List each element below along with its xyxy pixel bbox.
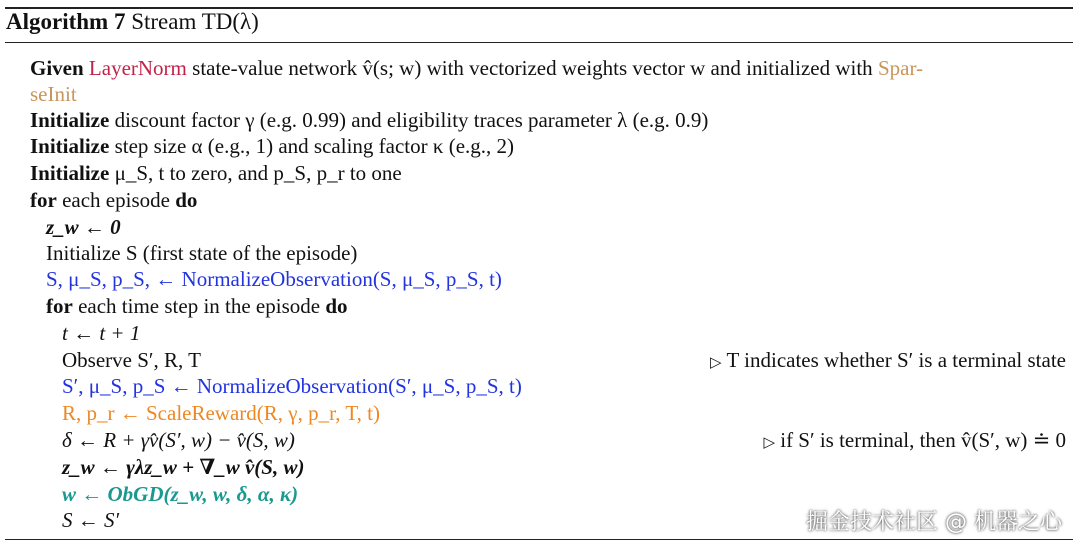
line-scale-reward: R, p_r ← ScaleReward(R, γ, p_r, T, t): [62, 401, 380, 425]
sparseinit-link-b: seInit: [30, 82, 77, 106]
line-init-gamma: Initialize discount factor γ (e.g. 0.99) and eligibility traces parameter λ (e.g. 0.9): [30, 108, 709, 132]
line-init-alpha: Initialize step size α (e.g., 1) and scaling factor κ (e.g., 2): [30, 134, 515, 158]
line-z-update: z_w ← γλz_w + ∇_w v̂(S, w): [62, 455, 305, 479]
line-z-reset: z_w ← 0: [46, 215, 121, 239]
line-delta: δ ← R + γv̂(S′, w) − v̂(S, w): [62, 428, 295, 452]
mid-rule: [5, 42, 1073, 43]
line-given: Given LayerNorm state-value network v̂(s; w) with vectorized weights vector w and initialized with Spar-: [30, 56, 924, 80]
line-given-cont: [30, 81, 77, 107]
comment-triangle-icon: ▷: [710, 355, 722, 371]
sparseinit-link-a: Spar-: [877, 56, 924, 80]
watermark: 掘金技术社区 @ 机器之心: [806, 510, 1062, 535]
line-normalize-2: S′, μ_S, p_S ← NormalizeObservation(S′, μ_S, p_S, t): [62, 374, 522, 398]
comment-delta: ▷ if S′ is terminal, then v̂(S′, w) ≐ 0: [763, 428, 1066, 452]
line-init-mu: Initialize μ_S, t to zero, and p_S, p_r to one: [30, 161, 402, 185]
comment-triangle-icon: ▷: [763, 435, 775, 451]
algorithm-title: [6, 9, 259, 35]
line-for-step: for each time step in the episode do: [46, 294, 348, 318]
algorithm-name: Stream TD(λ): [131, 9, 259, 34]
comment-terminal: ▷ T indicates whether S′ is a terminal state: [710, 348, 1066, 372]
line-observe: Observe S′, R, T: [62, 348, 201, 372]
line-s-update: S ← S′: [62, 508, 120, 532]
line-for-episode: for each episode do: [30, 188, 198, 212]
line-t-increment: t ← t + 1: [62, 321, 141, 345]
layernorm-link: LayerNorm: [88, 56, 187, 80]
line-w-update: w ← ObGD(z_w, w, δ, α, κ): [62, 482, 299, 506]
line-init-s: Initialize S (first state of the episode): [46, 241, 358, 265]
line-normalize-1: S, μ_S, p_S, ← NormalizeObservation(S, μ_S, p_S, t): [46, 267, 502, 291]
algorithm-label: Algorithm 7: [6, 9, 126, 34]
bottom-rule: [5, 539, 1073, 540]
